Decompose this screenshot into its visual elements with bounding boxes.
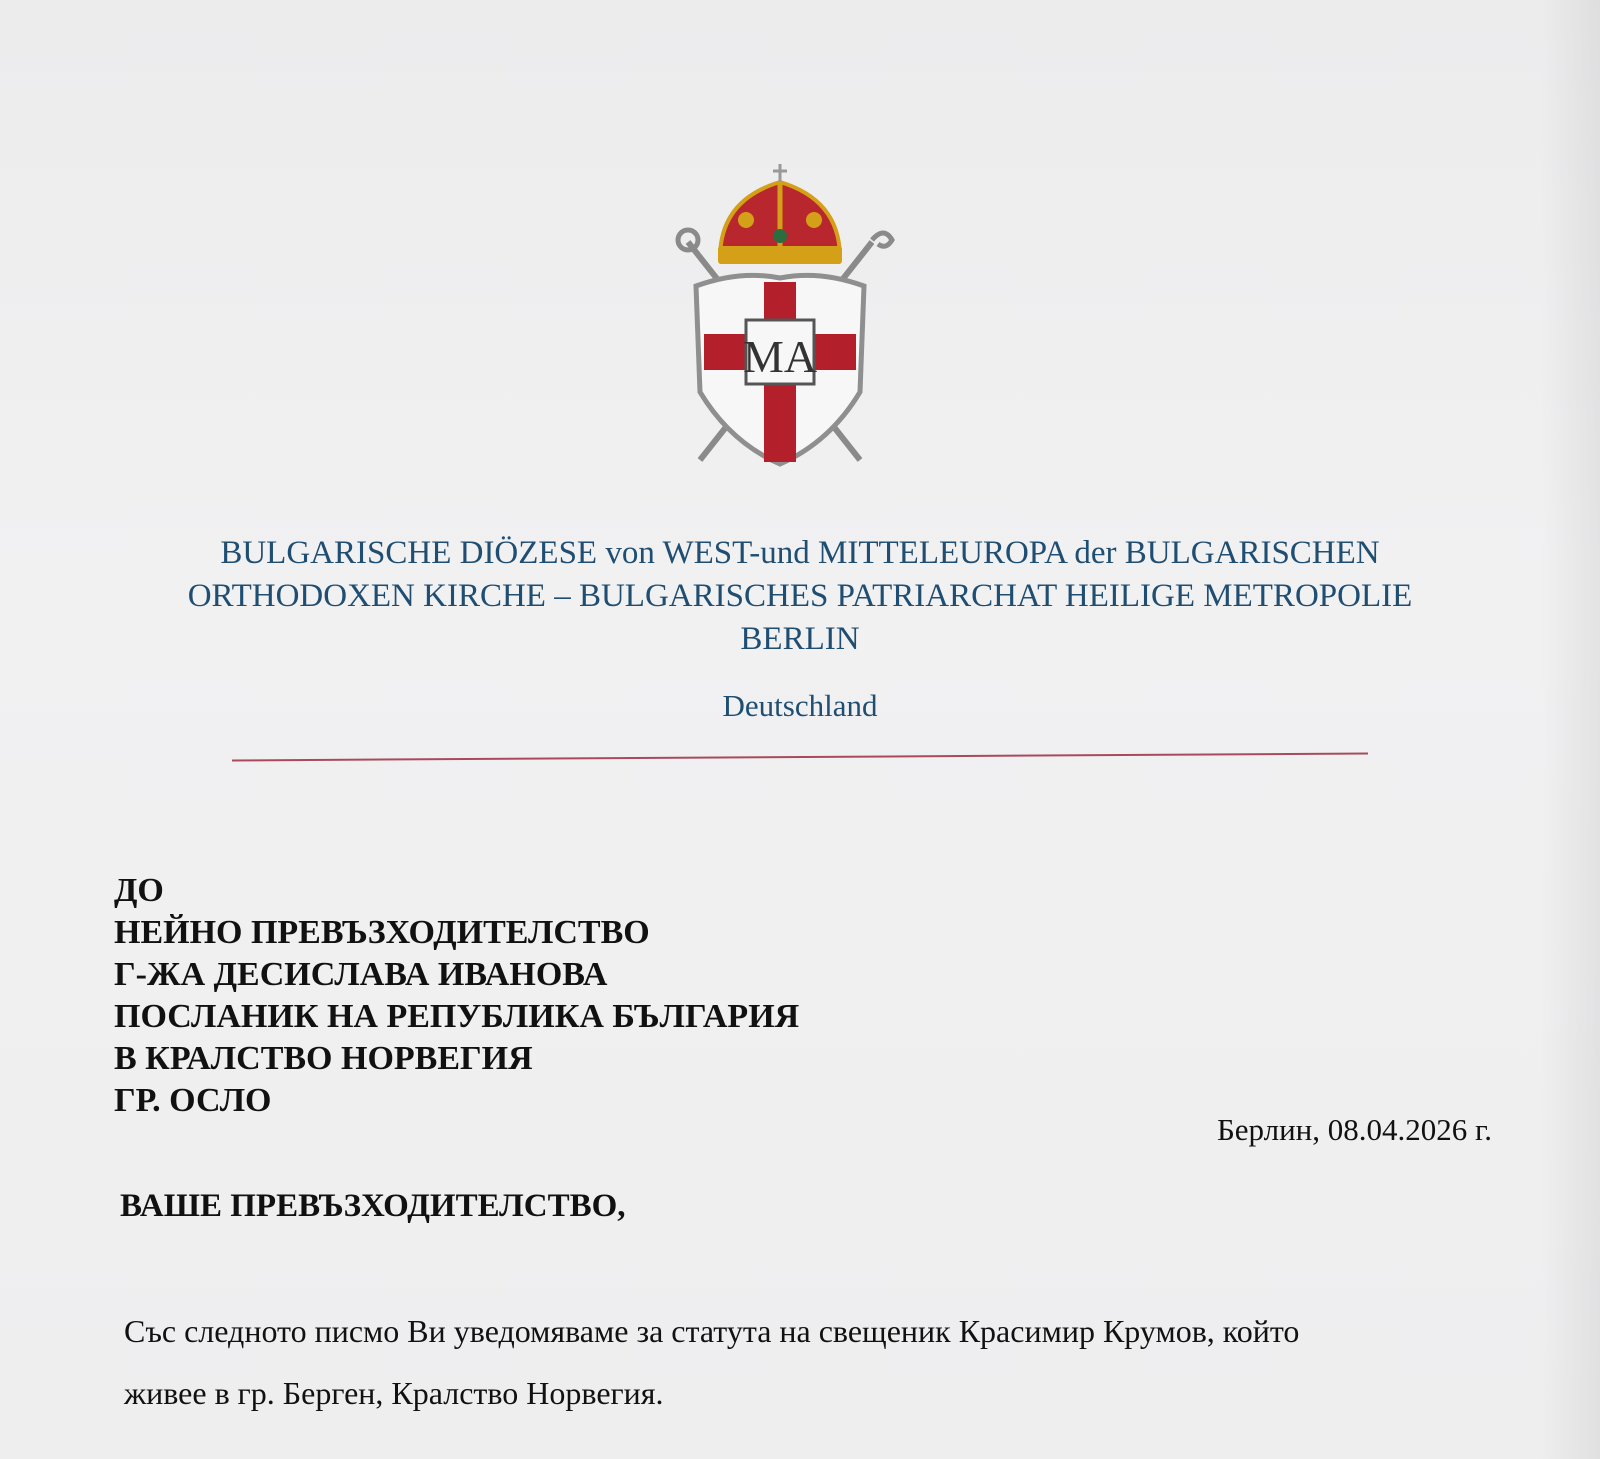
page-edge-shadow	[1540, 0, 1600, 1459]
recipient-line: ПОСЛАНИК НА РЕПУБЛИКА БЪЛГАРИЯ	[114, 998, 800, 1035]
recipient-line: НЕЙНО ПРЕВЪЗХОДИТЕЛСТВО	[114, 914, 650, 951]
body-line: Със следното писмо Ви уведомяваме за статута на свещеник Красимир Крумов, който	[124, 1313, 1300, 1349]
letterhead-title	[120, 532, 1480, 661]
recipient-line: В КРАЛСТВО НОРВЕГИЯ	[114, 1040, 533, 1077]
svg-text:MA: MA	[742, 331, 818, 382]
diocese-coat-of-arms-icon	[660, 160, 900, 480]
letterhead-line-1: BULGARISCHE DIÖZESE von WEST-und MITTELEUROPA der BULGARISCHEN	[220, 535, 1380, 571]
recipient-block	[114, 870, 799, 1122]
body-line: живее в гр. Берген, Кралство Норвегия.	[124, 1375, 664, 1411]
letter-body	[124, 1300, 1494, 1424]
letterhead-line-3: BERLIN	[740, 621, 860, 657]
recipient-line: ДО	[114, 872, 164, 909]
header-divider	[232, 753, 1368, 762]
recipient-line: ГР. ОСЛО	[114, 1082, 272, 1119]
recipient-line: Г-ЖА ДЕСИСЛАВА ИВАНОВА	[114, 956, 608, 993]
letter-date: Берлин, 08.04.2026 г.	[1216, 1112, 1492, 1147]
salutation: ВАШЕ ПРЕВЪЗХОДИТЕЛСТВО,	[120, 1188, 626, 1224]
letterhead-line-2: ORTHODOXEN KIRCHE – BULGARISCHES PATRIARCHAT HEILIGE METROPOLIE	[187, 578, 1413, 614]
letterhead-country: Deutschland	[722, 688, 878, 723]
